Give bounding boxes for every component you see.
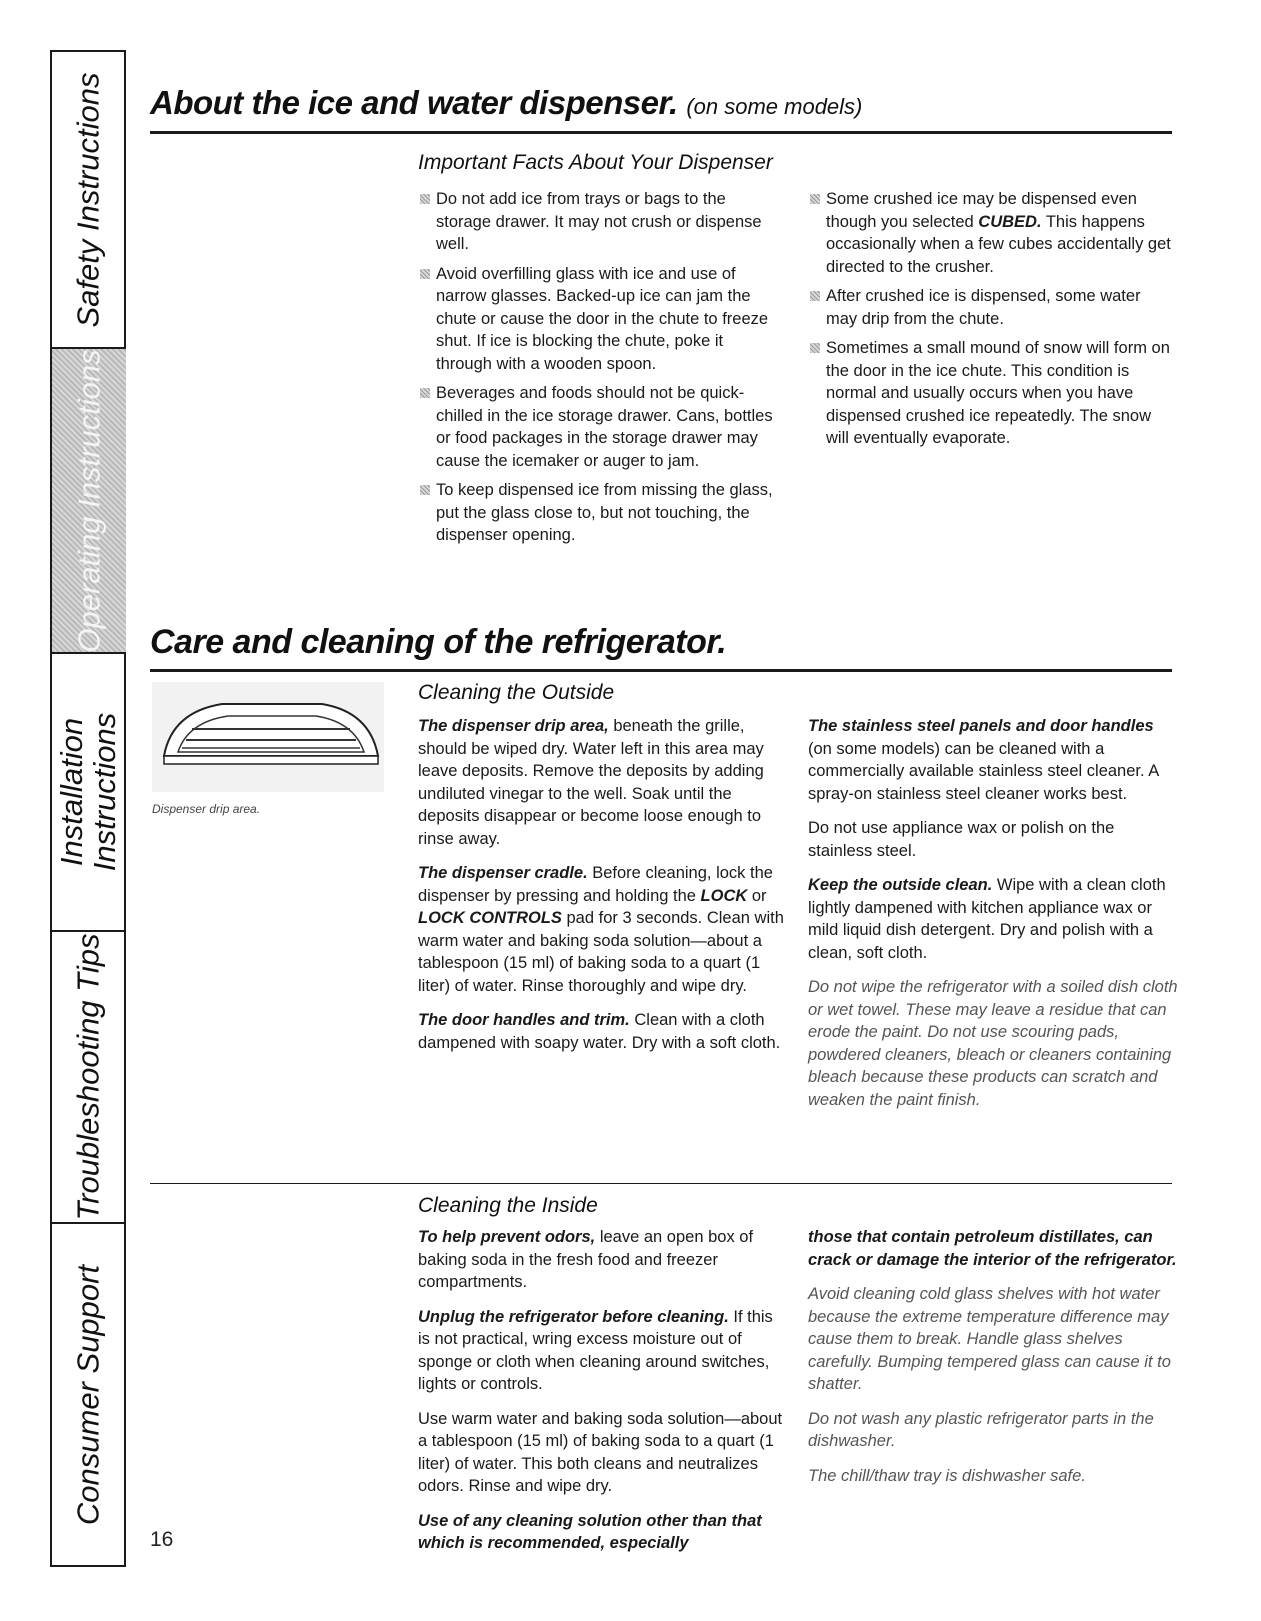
outside-right-column [808,715,1180,1118]
paragraph: The stainless steel panels and door handles (on some models) can be cleaned with a commercially available stainless steel cleaner. A spray-on stainless steel cleaner works best. [808,717,1159,803]
image-caption: Dispenser drip area. [152,802,261,816]
tab-troubleshooting-tips[interactable] [52,932,126,1222]
side-tabs [50,50,126,1567]
tab-label: Consumer Support [70,1264,106,1525]
inside-right-column [808,1226,1180,1494]
section-divider [150,1183,1172,1184]
section-title-care: Care and cleaning of the refrigerator. [150,623,727,661]
bullet-item: Beverages and foods should not be quick-chilled in the ice storage drawer. Cans, bottles or food packages in the storage drawer may cause the icemaker or auger to jam. [418,382,783,472]
dispenser-left-column [418,188,783,554]
title-suffix: (on some models) [686,94,863,119]
dispenser-right-column [808,188,1173,457]
tab-label: Installation Instructions [54,712,122,872]
bullet-item: After crushed ice is dispensed, some water may drip from the chute. [808,285,1173,330]
section-rule [150,131,1172,134]
tab-consumer-support[interactable] [52,1224,126,1565]
tab-installation-instructions[interactable] [52,654,126,930]
subtitle-cleaning-outside: Cleaning the Outside [418,681,615,704]
paragraph: those that contain petroleum distillates, can crack or damage the interior of the refrigerator. [808,1228,1177,1269]
tab-label: Safety Instructions [70,71,106,328]
paragraph: Do not wipe the refrigerator with a soiled dish cloth or wet towel. These may leave a residue that can erode the paint. Do not use scouring pads, powdered cleaners, bleach or cleaners containing bleach because these products can scratch and weaken the paint finish. [808,978,1178,1109]
bullet-item: Avoid overfilling glass with ice and use of narrow glasses. Backed-up ice can jam the chute or cause the door in the chute to freeze shut. If ice is blocking the chute, poke it through with a wooden spoon. [418,263,783,376]
outside-left-column [418,715,786,1061]
paragraph: Use warm water and baking soda solution—about a tablespoon (15 ml) of baking soda to a quart (1 liter) of water. This both cleans and neutralizes odors. Rinse and wipe dry. [418,1409,783,1495]
tab-safety-instructions[interactable] [52,52,126,347]
page-number: 16 [150,1528,174,1551]
title-text: About the ice and water dispenser. [150,84,678,121]
bullet-item: Do not add ice from trays or bags to the storage drawer. It may not crush or dispense well. [418,188,783,256]
paragraph: Do not use appliance wax or polish on the stainless steel. [808,819,1115,860]
paragraph: Keep the outside clean. Wipe with a clean cloth lightly dampened with kitchen appliance wax or mild liquid dish detergent. Dry and polish with a clean, soft cloth. [808,876,1166,962]
drip-tray-graphic [152,682,384,792]
tab-label: Operating Instructions [71,349,107,652]
section-rule [150,669,1172,672]
paragraph: The dispenser cradle. Before cleaning, lock the dispenser by pressing and holding the LOCK or LOCK CONTROLS pad for 3 seconds. Clean with warm water and baking soda solution—about a tablespoon (15 ml) of baking soda to a quart (1 liter) of water. Rinse thoroughly and wipe dry. [418,864,784,995]
paragraph: Use of any cleaning solution other than that which is recommended, especially [418,1511,762,1552]
tab-operating-instructions[interactable] [52,349,126,652]
paragraph: The door handles and trim. Clean with a cloth dampened with soapy water. Dry with a soft cloth. [418,1011,781,1052]
drip-area-illustration [152,682,384,792]
inside-left-column [418,1226,786,1562]
tab-label: Troubleshooting Tips [70,933,106,1221]
paragraph: Avoid cleaning cold glass shelves with hot water because the extreme temperature difference may cause them to break. Handle glass shelves carefully. Bumping tempered glass can cause it to shatter. [808,1285,1171,1393]
paragraph: The chill/thaw tray is dishwasher safe. [808,1466,1086,1485]
subtitle-cleaning-inside: Cleaning the Inside [418,1194,598,1217]
paragraph: To help prevent odors, leave an open box of baking soda in the fresh food and freezer compartments. [418,1228,754,1291]
subtitle-important-facts: Important Facts About Your Dispenser [418,151,773,174]
paragraph: The dispenser drip area, beneath the grille, should be wiped dry. Water left in this area may leave deposits. Remove the deposits by adding undiluted vinegar to the well. Soak until the deposits disappear or become loose enough to rinse away. [418,717,764,848]
paragraph: Do not wash any plastic refrigerator parts in the dishwasher. [808,1409,1154,1450]
bullet-item: Some crushed ice may be dispensed even though you selected CUBED. This happens occasionally when a few cubes accidentally get directed to the crusher. [808,188,1173,278]
section-title-dispenser [150,84,862,122]
bullet-item: To keep dispensed ice from missing the glass, put the glass close to, but not touching, the dispenser opening. [418,479,783,547]
paragraph: Unplug the refrigerator before cleaning. If this is not practical, wring excess moisture out of sponge or cloth when cleaning around switches, lights or controls. [418,1307,773,1393]
bullet-item: Sometimes a small mound of snow will form on the door in the ice chute. This condition is normal and usually occurs when you have dispensed crushed ice repeatedly. The snow will eventually evaporate. [808,337,1173,450]
